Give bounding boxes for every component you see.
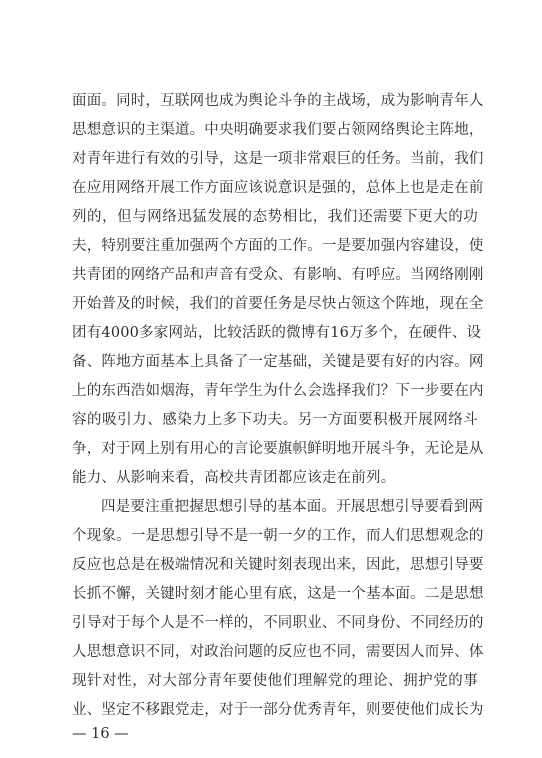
page-number: — 16 — [72,726,129,742]
text-line: 人思想意识不同，对政治问题的反应也不同，需要因人而异、体 [72,644,484,660]
text-line: 在应用网络开展工作方面应该说意识是强的，总体上也是走在前 [72,180,484,196]
text-line: 反应也总是在极端情况和关键时刻表现出来，因此，思想引导要 [72,557,484,573]
text-line: 思想意识的主渠道。中央明确要求我们要占领网络舆论主阵地， [72,122,484,138]
text-line: 上的东西浩如烟海，青年学生为什么会选择我们？下一步要在内 [72,383,484,399]
text-line: 容的吸引力、感染力上多下功夫。另一方面要积极开展网络斗 [72,412,478,428]
text-line: 业、坚定不移跟党走，对于一部分优秀青年，则要使他们成长为 [72,702,484,718]
text-line: 现针对性，对大部分青年要使他们理解党的理论、拥护党的事 [72,673,478,689]
text-line: 能力、从影响来看，高校共青团都应该走在前列。 [72,470,396,486]
paragraph-first-line: 四是要注重把握思想引导的基本面。开展思想引导要看到两 [101,499,484,515]
text-line: 长抓不懈，关键时刻才能心里有底，这是一个基本面。二是思想 [72,586,484,602]
text-line: 列的，但与网络迅猛发展的态势相比，我们还需要下更大的功 [72,209,478,225]
text-line: 对青年进行有效的引导，这是一项非常艰巨的任务。当前，我们 [72,151,484,167]
text-line: 开始普及的时候，我们的首要任务是尽快占领这个阵地，现在全 [72,296,484,312]
text-line: 面面。同时，互联网也成为舆论斗争的主战场，成为影响青年人 [72,93,484,109]
text-line: 备、阵地方面基本上具备了一定基础，关键是要有好的内容。网 [72,354,484,370]
text-line: 引导对于每个人是不一样的，不同职业、不同身份、不同经历的 [72,615,484,631]
text-line: 共青团的网络产品和声音有受众、有影响、有呼应。当网络刚刚 [72,267,484,283]
text-line: 夫，特别要注重加强两个方面的工作。一是要加强内容建设，使 [72,238,484,254]
text-line: 个现象。一是思想引导不是一朝一夕的工作，而人们思想观念的 [72,528,484,544]
text-line: 争，对于网上别有用心的言论要旗帜鲜明地开展斗争，无论是从 [72,441,484,457]
text-line: 团有4000多家网站，比较活跃的微博有16万多个，在硬件、设 [72,325,482,341]
